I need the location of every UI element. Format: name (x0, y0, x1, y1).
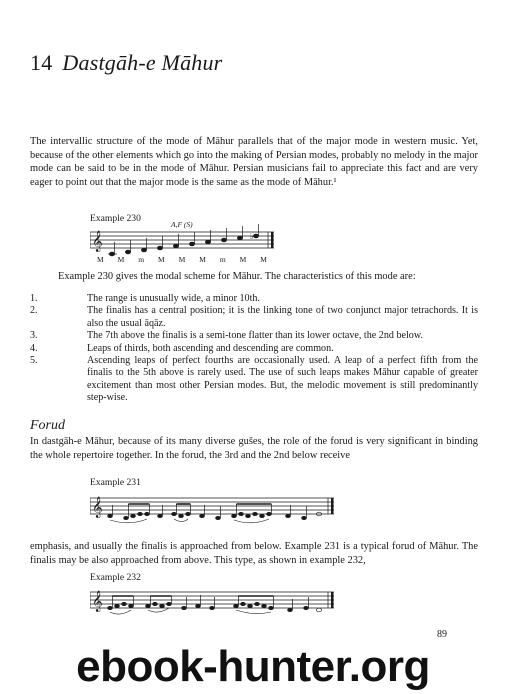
forud-continuation: emphasis, and usually the finalis is approached from below. Example 231 is a typical forud of Māhur. The finalis may be also approached from above. This type, as shown in example 232, (30, 541, 478, 566)
example-230-interval-marks (97, 255, 267, 264)
intro-paragraph: The intervallic structure of the mode of Māhur parallels that of the major mode in western music. Yet, because of the other elements which go into the making of Persian modes, probably no melody in the major mode can be said to be in the mode of Māhur. Persian musicians fail to appreciate this fact and are very eager to point out that the major mode is the same as the mode of Māhur.¹ (30, 136, 478, 188)
treble-clef-icon: 𝄞 (92, 497, 103, 518)
list-item: 2. The finalis has a central position; it is the linking tone of two conjunct major tetrachords. It is also the usual āqāz. (30, 305, 478, 329)
example-230-label: Example 230 (90, 213, 141, 224)
interval-mark: M (158, 255, 165, 264)
forud-paragraph: In dastgāh-e Māhur, because of its many diverse gušes, the role of the forud is very significant in binding the whole repertoire together. In the forud, the 3rd and the 2nd below receive (30, 436, 478, 461)
page-number: 89 (437, 629, 447, 640)
example-230-caption: Example 230 gives the modal scheme for Māhur. The characteristics of this mode are: (58, 271, 416, 282)
interval-mark: M (199, 255, 206, 264)
interval-mark: M (178, 255, 186, 264)
chapter-name: Dastgāh-e Māhur (62, 50, 223, 75)
chapter-title (30, 50, 222, 76)
example-231-staff (90, 490, 336, 528)
flat-sign-icon: ♭ (250, 232, 254, 241)
example-232-label: Example 232 (90, 572, 141, 583)
chapter-number: 14 (30, 50, 53, 75)
list-item: 3. The 7th above the finalis is a semi-tone flatter than its lower octave, the 2nd below. (30, 330, 423, 342)
interval-mark: m (219, 255, 226, 264)
section-heading-forud: Forud (30, 418, 65, 433)
watermark: ebook-hunter.org (76, 642, 430, 691)
example-231-label: Example 231 (90, 477, 141, 488)
treble-clef-icon: 𝄞 (92, 231, 103, 252)
list-item: 1. The range is unusually wide, a minor 10th. (30, 293, 260, 304)
list-item: 5. Ascending leaps of perfect fourths are occasionally used. A leap of a perfect fifth from the finalis to the 5th above is rarely used. The use of such leaps makes Māhur capable of greater excitement than most other Persian modes. But, the melodic movement is still predominantly step-wise. (30, 355, 478, 404)
interval-mark: M (260, 255, 267, 264)
treble-clef-icon: 𝄞 (92, 591, 103, 612)
example-232-staff (90, 584, 336, 620)
list-item: 4. Leaps of thirds, both ascending and descending are common. (30, 342, 334, 354)
interval-mark: M (117, 255, 125, 264)
interval-mark: m (138, 255, 145, 264)
characteristics-list (30, 293, 478, 405)
interval-mark: M (97, 255, 104, 264)
interval-mark: M (239, 255, 247, 264)
example-230-marks-above: A,F (S) (171, 220, 193, 229)
